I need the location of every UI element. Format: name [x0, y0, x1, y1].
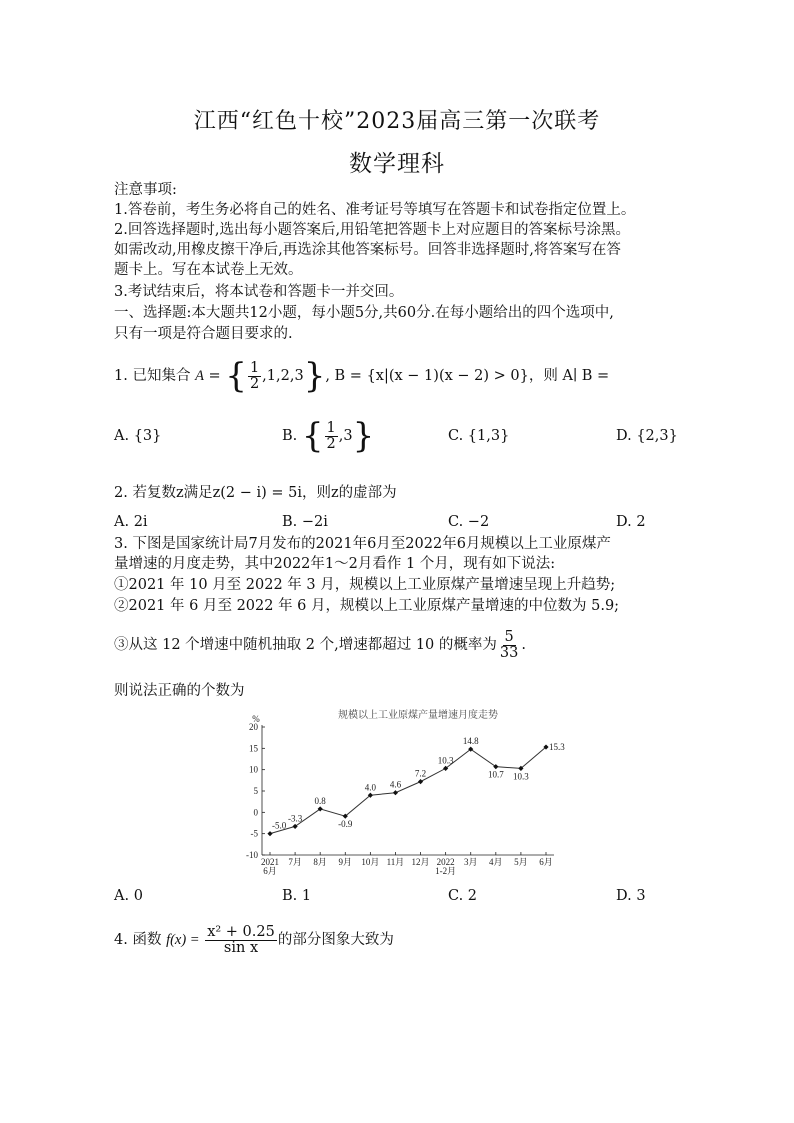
question-2: 2. 若复数z满足z(2 − i) = 5i，则z的虚部为	[114, 485, 397, 501]
q1-option-d[interactable]: D. {2,3}	[616, 428, 678, 444]
question-3-statement-2: ②2021 年 6 月至 2022 年 6 月，规模以上工业原煤产量增速的中位数为 5.9;	[114, 598, 620, 614]
x-tick-label: 5月	[514, 857, 528, 867]
q2-option-b[interactable]: B. −2i	[282, 514, 328, 530]
y-tick-label: 20	[249, 722, 258, 732]
x-tick-label: 4月	[489, 857, 503, 867]
question-3-statement-1: ①2021 年 10 月至 2022 年 3 月，规模以上工业原煤产量增速呈现上升趋势;	[114, 577, 616, 593]
data-point	[267, 831, 272, 836]
q1-set-a-var: A	[195, 368, 204, 384]
q3-fraction: $\frac{5}{33}$	[499, 628, 519, 661]
q1-prefix: 1. 已知集合	[114, 368, 191, 384]
question-4: 4. 函数 f(x) = $\frac{\text{x² + 0.25}}{\text{sin x}}$ 的部分图象大致为	[114, 923, 394, 956]
q2-option-c[interactable]: C. −2	[448, 514, 490, 530]
question-3-statement-3: ③从这 12 个增速中随机抽取 2 个,增速都超过 10 的概率为 $\frac{5}{33}$ .	[114, 628, 526, 661]
coal-output-chart	[232, 707, 565, 879]
data-label: 14.8	[462, 736, 479, 747]
x-tick-sublabel: 1-2月	[435, 866, 457, 876]
question-3-line-1: 3. 下图是国家统计局7月发布的2021年6月至2022年6月规模以上工业原煤产	[114, 536, 611, 552]
notes-item-2-line-1: 2.回答选择题时,选出每小题答案后,用铅笔把答题卡上对应题目的答案标号涂黑。	[114, 222, 631, 238]
data-point	[393, 790, 398, 795]
q1-fraction: $\frac{1}{2}$	[249, 359, 260, 392]
section-1-line-1: 一、选择题:本大题共12小题，每小题5分,共60分.在每小题给出的四个选项中,	[114, 305, 614, 321]
series-line	[270, 747, 546, 834]
q1-tail: A∣ B =	[562, 368, 610, 384]
q1-option-b[interactable]: B. { $\frac{1}{2}$ ,3}	[282, 416, 375, 456]
x-tick-label: 8月	[313, 857, 327, 867]
question-3-line-2: 量增速的月度走势，其中2022年1～2月看作 1 个月，现有如下说法:	[114, 556, 556, 572]
q3-option-b[interactable]: B. 1	[282, 888, 312, 904]
q2-option-d[interactable]: D. 2	[616, 514, 646, 530]
x-tick-sublabel: 6月	[263, 866, 277, 876]
notes-item-1: 1.答卷前，考生务必将自己的姓名、准考证号等填写在答题卡和试卷指定位置上。	[114, 202, 636, 218]
chart-svg	[232, 707, 565, 879]
x-tick-label: 3月	[463, 857, 478, 867]
x-tick-label: 10月	[361, 857, 380, 867]
data-point	[418, 779, 423, 784]
q4-fraction: $\frac{\text{x² + 0.25}}{\text{sin x}}$	[207, 923, 275, 956]
q3-option-d[interactable]: D. 3	[616, 888, 646, 904]
exam-title: 江西“红色十校”2023届高三第一次联考	[193, 109, 601, 134]
notes-item-2-line-3: 题卡上。写在本试卷上无效。	[114, 262, 303, 278]
data-label: 15.3	[549, 742, 565, 753]
question-1: 1. 已知集合 A = { $\frac{1}{2}$ ,1,2,3}, B = {x|(x − 1)(x − 2) > 0}，则 A∣ B =	[114, 356, 610, 396]
data-label: 7.2	[414, 768, 427, 779]
section-1-line-2: 只有一项是符合题目要求的.	[114, 326, 293, 342]
y-axis-unit: %	[252, 714, 260, 724]
data-label: -0.9	[338, 819, 353, 830]
chart-title: 规模以上工业原煤产量增速月度走势	[338, 710, 498, 721]
notes-item-3: 3.考试结束后，将本试卷和答题卡一并交回。	[114, 284, 404, 300]
data-label: 10.3	[437, 755, 454, 766]
y-tick-label: 0	[253, 807, 258, 818]
x-tick-label: 6月	[539, 857, 553, 867]
y-tick-label: -5	[250, 828, 258, 839]
data-label: 0.8	[314, 795, 326, 806]
x-tick-label: 9月	[338, 857, 353, 867]
y-tick-label: -10	[246, 850, 258, 860]
data-label: -5.0	[272, 820, 287, 831]
exam-subject: 数学理科	[349, 151, 445, 177]
data-label: -3.3	[287, 813, 303, 824]
data-label: 4.0	[364, 782, 376, 793]
q1-set-b: , B = {x|(x − 1)(x − 2) > 0}，则	[325, 368, 558, 384]
x-tick-label: 7月	[288, 857, 302, 867]
notes-item-2-line-2: 如需改动,用橡皮擦干净后,再选涂其他答案标号。回答非选择题时,将答案写在答	[114, 242, 621, 258]
q3-option-a[interactable]: A. 0	[114, 888, 143, 904]
q1-option-c[interactable]: C. {1,3}	[448, 428, 510, 444]
y-tick-label: 10	[249, 764, 258, 775]
x-tick-label: 11月	[386, 857, 405, 867]
data-label: 10.7	[487, 769, 504, 780]
question-3-prompt: 则说法正确的个数为	[114, 683, 245, 699]
notes-heading: 注意事项:	[114, 182, 177, 198]
y-tick-label: 15	[249, 743, 258, 754]
x-tick-label: 2021	[261, 857, 279, 867]
data-label: 10.3	[513, 771, 529, 782]
y-tick-label: 5	[253, 786, 258, 796]
data-label: 4.6	[389, 779, 402, 790]
q2-option-a[interactable]: A. 2i	[114, 514, 148, 530]
x-tick-label: 2022	[436, 857, 455, 867]
x-tick-label: 12月	[411, 857, 430, 867]
q3-option-c[interactable]: C. 2	[448, 888, 478, 904]
q1-option-a[interactable]: A. {3}	[114, 428, 162, 444]
